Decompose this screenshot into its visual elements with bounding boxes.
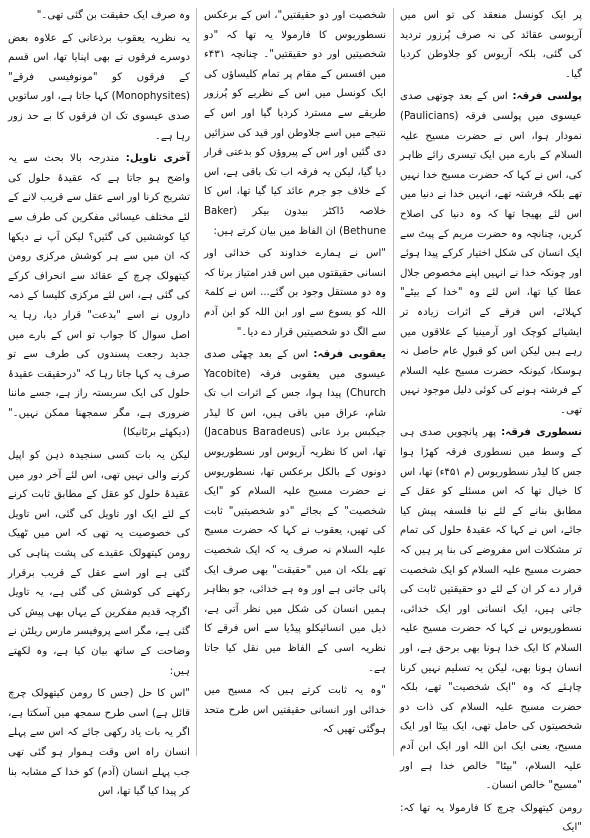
paragraph-text: پھر پانچویں صدی ہی کے وسط میں نسطوری فرقہ کھڑا ہوا جس کا لیڈر نسطوریوس (م ۴۵۱ء) تھا، اس کا خیال تھا کہ اس مسئلے کو عقل کے مطابق بنانے کے لئے نیا فلسفہ پیش کیا جائے، اس نے کہا کہ عقیدۂ حلول کی تمام تر مشکلات اس مفروضے کی بنا پر ہیں کہ حضرت مسیح علیہ السلام کو ایک شخصیت قرار دے کر ان کے لئے دو حقیقتیں ثابت کی جاتی ہیں، ایک انسانی اور ایک خدائی، نسطوریوس نے کہا کہ حضرت مسیح علیہ السلام کا ایک خدا ہونا بھی برحق ہے، اور انسان ہونا بھی، لیکن یہ تسلیم نہیں کرنا چاہئے کہ وہ "ایک شخصیت" تھے، بلکہ حضرت مسیح علیہ السلام کی ذات دو شخصیتوں کی حامل تھی، ایک بیٹا اور ایک مسیح، یعنی ایک ابن اللہ اور ایک ابن آدم علیہ السلام، "بیٹا" خالص خدا ہے اور "مسیح" خالص انسان۔ (399, 427, 582, 792)
section-heading: آخری تاویل: (125, 153, 190, 165)
paragraph-text: وہ صرف ایک حقیقت بن گئی تھی۔" (36, 10, 190, 21)
paragraph (400, 6, 582, 84)
column-divider (196, 8, 197, 756)
paragraph (8, 149, 190, 443)
paragraph (8, 684, 190, 802)
column-right (399, 6, 582, 834)
paragraph (8, 446, 190, 681)
paragraph (8, 6, 190, 26)
paragraph-text: اس کے بعد چوتھی صدی عیسوی میں پولسی فرقہ (Paulicians) نمودار ہوا، اس نے حضرت مسیح علیہ السلام کے بارے میں ایک تیسری رائے ظاہر کی، اس نے کہا کہ حضرت مسیح خدا نہیں تھے بلکہ فرشتہ تھے، انہیں خدا نے دنیا میں اس لئے بھیجا تھا کہ وہ دنیا کی اصلاح کریں، چنانچہ وہ حضرت مریم کے پیٹ سے ایک انسان کی شکل اختیار کرکے پیدا ہوئے اور چونکہ خدا نے انہیں اپنے مخصوص جلال عطا کیا تھا، اس لئے وہ "خدا کے بیٹے" کہلائے، اس فرقے کے اثرات زیادہ تر ایشیائے کوچک اور آرمینیا کے علاقوں میں رہے ہیں لیکن اس کو قبولِ عام حاصل نہ ہوسکا، کیونکہ حضرت مسیح علیہ السلام کے فرشتہ ہونے کی کوئی دلیل موجود نہیں تھی۔ (400, 91, 582, 416)
column-middle (204, 6, 386, 756)
paragraph (204, 6, 386, 241)
paragraph-text: یہ نظریہ یعقوب برذعانی کے علاوہ بعض دوسرے فرقوں نے بھی اپنایا تھا، اس قسم کے فرقوں کو "مونوفیسی فرقے" (Monophysites) کہا جاتا ہے، اور ساتویں صدی عیسوی تک ان فرقوں کا بے حد زور رہا ہے۔ (7, 32, 190, 142)
paragraph (400, 423, 582, 795)
section-heading: یعقوبی فرقہ: (313, 349, 386, 361)
column-left (7, 6, 190, 798)
paragraph (204, 681, 386, 740)
text-columns (7, 6, 582, 834)
paragraph (204, 244, 386, 342)
paragraph (400, 87, 582, 420)
paragraph-text: پر ایک کونسل منعقد کی تو اس میں آریوسی عقائد کی نہ صرف پُرزور تردید کی گئی، بلکہ آریوس کو جلاوطن کردیا گیا۔ (400, 10, 582, 80)
paragraph (204, 345, 386, 678)
paragraph (400, 799, 582, 838)
section-heading: نسطوری فرقہ: (501, 427, 582, 439)
paragraph-text: "اس نے ہمارے خداوند کی خدائی اور انسانی حقیقتوں میں اس قدر امتیاز برتا کہ وہ دو مستقل وجود بن گئے... اس نے کلمۃ اللہ کو یسوع سے اور ابن اللہ کو ابن آدم سے الگ دو شخصیتیں قرار دے دیا۔" (204, 248, 386, 338)
paragraph-text: شخصیت اور دو حقیقتیں"، اس کے برعکس نسطوریوس کا فارمولا یہ تھا کہ "دو شخصیتیں اور دو حقیقتیں"۔ چنانچہ ۴۳۱ء میں افسس کے مقام پر تمام کلیساؤں کی ایک کونسل میں اس کے نظریے کو پُرزور طریقے سے مسترد کردیا گیا اور اس کے نتیجے میں اسے جلاوطن اور قید کی سزائیں دی گئیں اور اس کے پیروؤں کو بدعتی قرار دیا گیا، لیکن یہ فرقہ اب تک باقی ہے، اس کے خلاف جو جرم عائد کیا گیا تھا، اس کا خلاصہ ڈاکٹر بیدون بیکر (Baker Bethune) ان الفاظ میں بیان کرتے ہیں: (204, 10, 386, 237)
section-heading: پولسی فرقہ: (512, 91, 582, 103)
paragraph-text: "اس کا حل (جس کا رومن کیتھولک چرچ قائل ہے) اسی طرح سمجھ میں آسکتا ہے، اگر یہ بات یاد رکھی جائے کہ اس سے پہلے انسان راہ اس وقت ہموار ہو گئی تھی جب پہلے انسان (آدم) کو خدا کے مشابہ بنا کر پیدا کیا گیا تھا، اس (8, 688, 190, 798)
column-divider (393, 8, 394, 756)
paragraph (8, 29, 190, 147)
paragraph-text: "وہ یہ ثابت کرتے ہیں کہ مسیح میں خدائی اور انسانی حقیقتیں اس طرح متحد ہوگئی تھیں کہ (204, 685, 386, 736)
paragraph-text: لیکن یہ بات کسی سنجیدہ ذہن کو اپیل کرنے والی نہیں تھی، اس لئے آخر دور میں عقیدۂ حلول کو عقل کے مطابق ثابت کرنے کے لئے ایک اور تاویل کی گئی، اس تاویل کی خصوصیت یہ تھی کہ اس میں ٹھیک رومن کیتھولک عقیدے کی پشت پناہی کی گئی ہے اور اسے عقل کے قریب برقرار رکھنے کی کوشش کی گئی ہے، یہ تاویل اگرچہ قدیم مفکرین کے یہاں بھی پیش کی گئی ہے، مگر اسے پروفیسر مارس ریلٹن نے وضاحت کے ساتھ بیان کیا ہے، وہ لکھتے ہیں: (8, 450, 190, 677)
paragraph-text: رومن کیتھولک چرچ کا فارمولا یہ تھا کہ: "ایک (400, 802, 582, 834)
paragraph-text: اس کے بعد چھٹی صدی عیسوی میں یعقوبی فرقہ (Yacobite Church) پیدا ہوا، جس کے اثرات اب تک شام، عراق میں باقی ہیں، اس کا لیڈر جیکبس برذ عانی (Jacabus Baradeus) تھا، اس کا نظریہ آریوس اور نسطوریوس دونوں کے بالکل برعکس تھا، نسطوریوس نے حضرت مسیح علیہ السلام کو "ایک شخصیت" کے بجائے "دو شخصیتیں" ثابت کی تھیں، یعقوب نے کہا کہ حضرت مسیح علیہ السلام نہ صرف یہ کہ ایک شخصیت تھے بلکہ ان میں "حقیقت" بھی صرف ایک پائی جاتی ہے اور وہ ہے خدائی، جو بظاہر ہمیں انسان کی شکل میں نظر آتی ہے، ذیل میں انسائیکلو پیڈیا سے اس فرقے کا نظریہ اسی کے الفاظ میں نقل کیا جاتا ہے۔ (204, 349, 386, 674)
paragraph-text: مندرجہ بالا بحث سے یہ واضح ہو جاتا ہے کہ عقیدۂ حلول کی تشریح کرنا اور اسے عقل سے قریب لانے کے لئے مختلف عیسائی مفکرین کی طرف سے کیا کوششیں کی گئیں؟ لیکن آپ نے دیکھا کہ ان میں سے ہر کوشش مرکزی رومن کیتھولک چرچ کے عقائد سے انحراف کرکے کی گئی ہے، اس لئے مرکزی کلیسا کے ذمہ داروں نے اسے "بدعت" قرار دیا، رہا یہ اصل سوال کا جواب تو اس کے بارے میں جدید رجعت پسندوں کی طرف سے تو صرف یہ کہا جاتا رہا کہ "درحقیقت عقیدۂ حلول کی ایک سربستہ راز ہے، جسے ماننا ضروری ہے، مگر سمجھنا ممکن نہیں۔" (دیکھئے برٹانیکا) (8, 153, 190, 439)
